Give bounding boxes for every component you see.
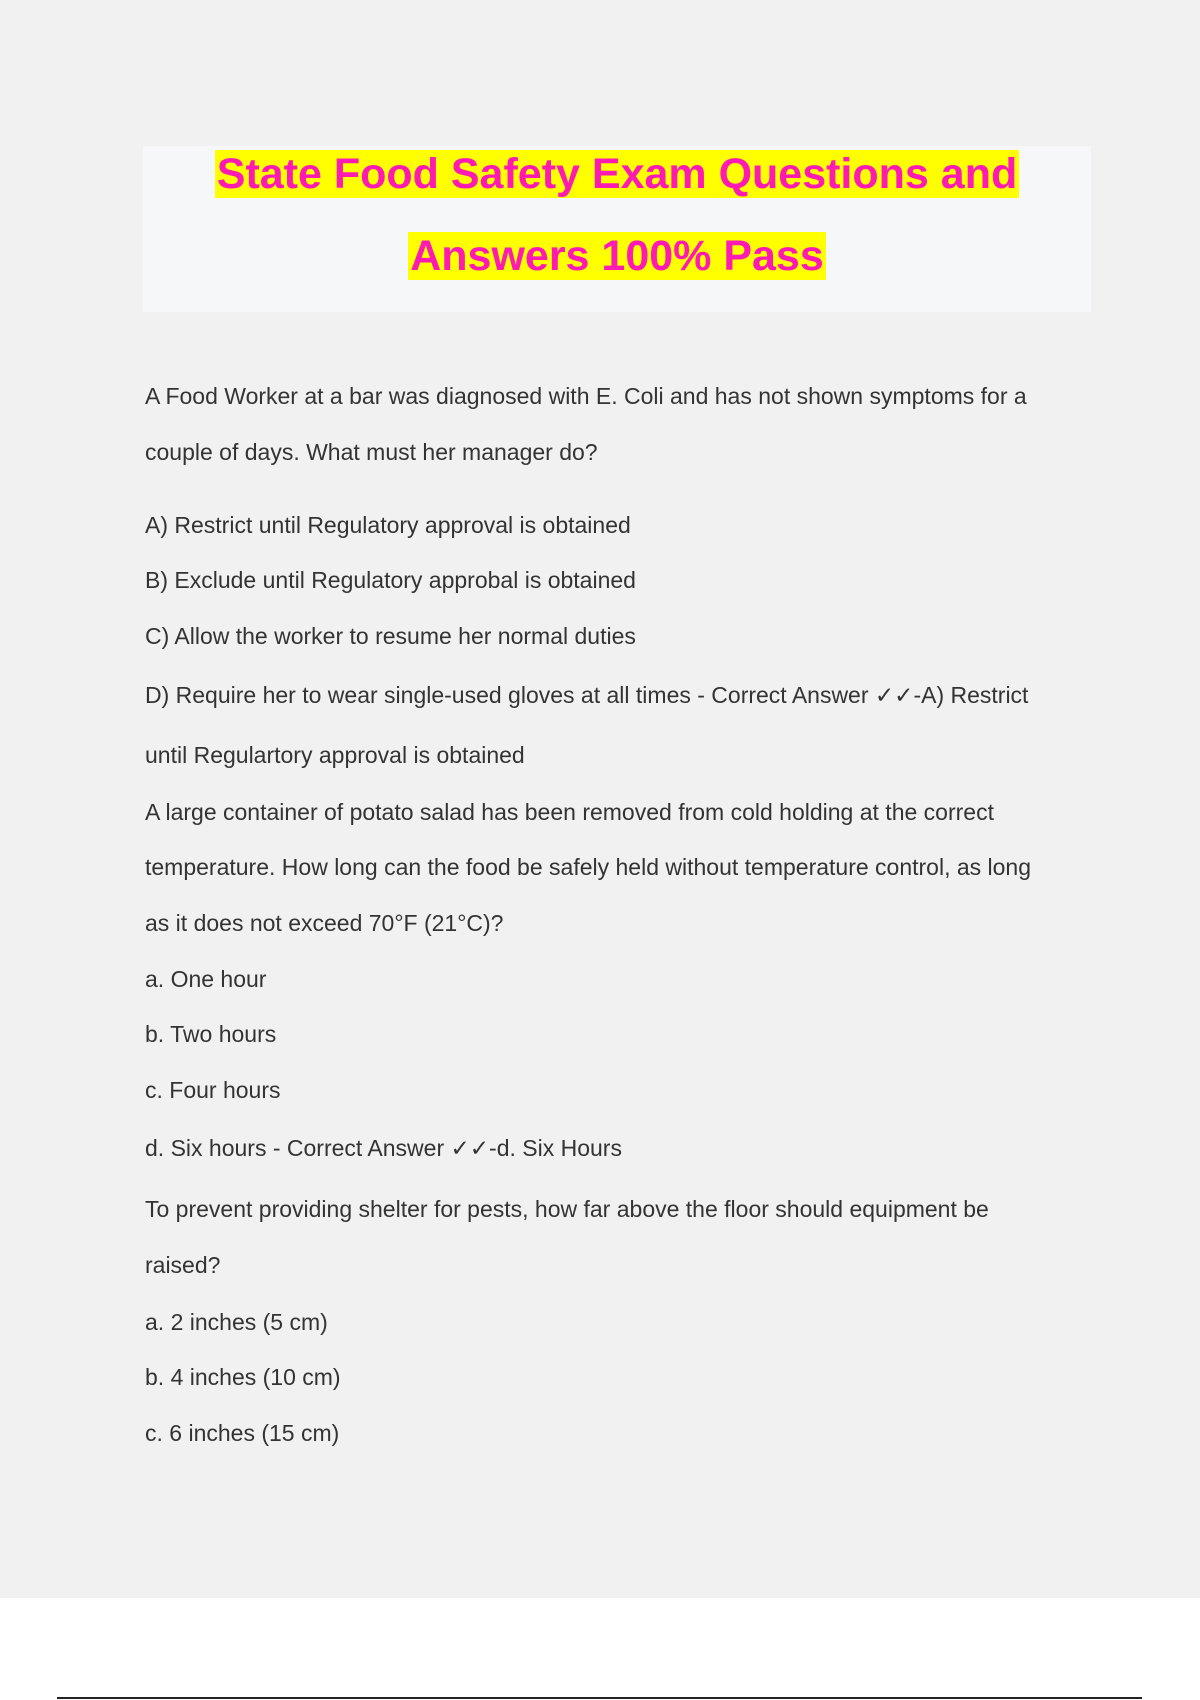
- question-2-option-d-answer: d. Six hours - Correct Answer ✓✓-d. Six Hours: [145, 1135, 622, 1161]
- title-line-1: State Food Safety Exam Questions and: [216, 150, 1018, 198]
- question-2-text-line: as it does not exceed 70°F (21°C)?: [145, 910, 504, 936]
- question-1-text-line: couple of days. What must her manager do?: [145, 439, 598, 465]
- question-3-option-b: b. 4 inches (10 cm): [145, 1364, 341, 1390]
- question-1-answer-continued: until Regulartory approval is obtained: [145, 742, 525, 768]
- question-2-option-b: b. Two hours: [145, 1021, 277, 1047]
- question-2-option-c: c. Four hours: [145, 1077, 281, 1103]
- footer-divider: [57, 1697, 1142, 1699]
- question-1-option-b: B) Exclude until Regulatory approbal is obtained: [145, 567, 636, 593]
- question-3-option-c: c. 6 inches (15 cm): [145, 1420, 340, 1446]
- question-2-text-line: A large container of potato salad has been removed from cold holding at the correct: [145, 799, 994, 825]
- question-1-option-c: C) Allow the worker to resume her normal duties: [145, 623, 636, 649]
- question-1-option-a: A) Restrict until Regulatory approval is obtained: [145, 512, 631, 538]
- title-line-2: Answers 100% Pass: [410, 232, 824, 280]
- question-2-text-line: temperature. How long can the food be safely held without temperature control, as long: [145, 854, 1032, 880]
- question-3-option-a: a. 2 inches (5 cm): [145, 1309, 328, 1335]
- question-3-text-line: To prevent providing shelter for pests, how far above the floor should equipment be: [145, 1196, 989, 1222]
- document-title: [143, 146, 1091, 312]
- question-1-option-d-answer: D) Require her to wear single-used gloves at all times - Correct Answer ✓✓-A) Restrict: [145, 682, 1029, 708]
- question-2-option-a: a. One hour: [145, 966, 267, 992]
- question-3-text-line: raised?: [145, 1252, 221, 1278]
- question-1-text-line: A Food Worker at a bar was diagnosed with E. Coli and has not shown symptoms for a: [145, 383, 1027, 409]
